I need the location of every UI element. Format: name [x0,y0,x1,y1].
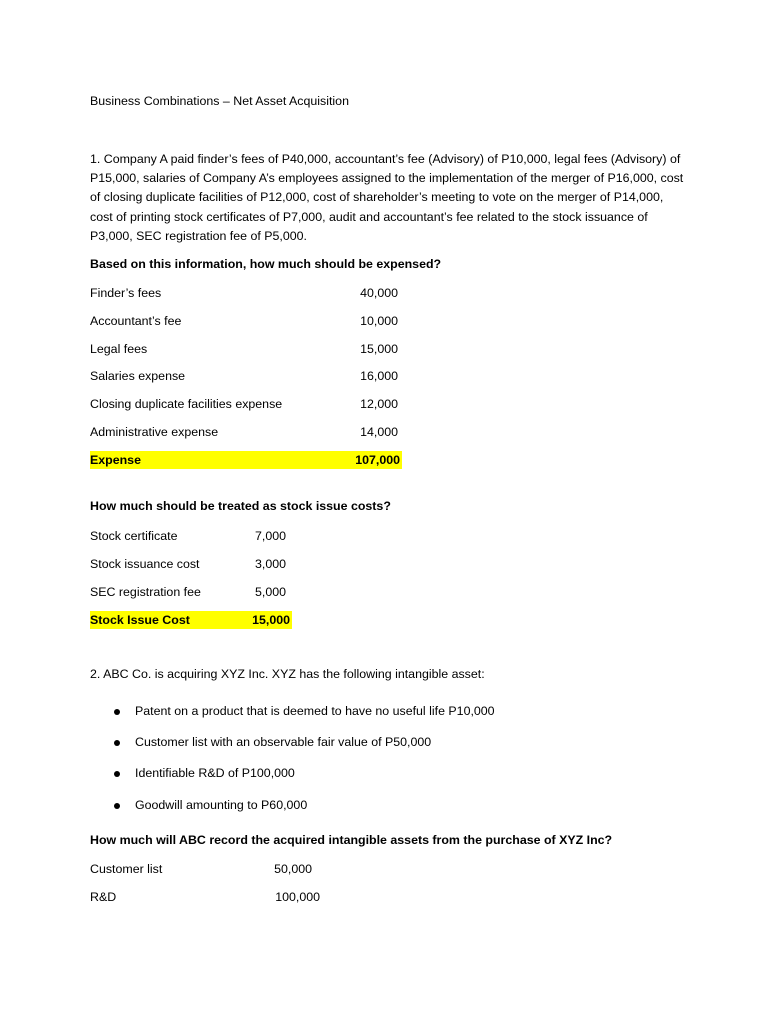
expense-question: Based on this information, how much should be expensed? [90,257,442,271]
expense-row [90,284,402,302]
intangible-row-label: Customer list [90,862,163,876]
intangible-question: How much will ABC record the acquired intangible assets from the purchase of XYZ Inc? [90,833,613,847]
intangible-row [90,888,320,906]
stock-total-label: Stock Issue Cost [90,613,190,627]
expense-row-value: 12,000 [360,397,398,411]
expense-row [90,395,402,413]
stock-row-value: 5,000 [254,585,286,599]
expense-row [90,340,402,358]
expense-row [90,367,402,385]
stock-row [90,555,292,573]
question-2-text: 2. ABC Co. is acquiring XYZ Inc. XYZ has the following intangible asset: [90,667,485,681]
expense-row-label: Administrative expense [90,425,219,439]
stock-row-value: 3,000 [254,557,286,571]
bullet-text: Customer list with an observable fair value of P50,000 [135,735,432,749]
stock-total-value: 15,000 [252,613,290,627]
document-title: Business Combinations – Net Asset Acquisition [90,94,349,108]
bullet-dot-icon [114,740,120,746]
expense-total-label: Expense [90,453,141,467]
intangible-row-value: 100,000 [275,890,320,904]
expense-row-value: 40,000 [360,286,398,300]
intangible-row-value: 50,000 [274,862,312,876]
bullet-text: Identifiable R&D of P100,000 [135,766,295,780]
bullet-dot-icon [114,803,120,809]
question-1-text: 1. Company A paid finder’s fees of P40,000, accountant’s fee (Advisory) of P10,000, legal fees (Advisory) of P15,000, salaries of Company A’s employees assigned to the implementation of the merger of P16,000, cost of closing duplicate facilities of P12,000, cost of shareholder’s meeting to vote on the merger of P14,000, cost of printing stock certificates of P7,000, audit and accountant’s fee related to the stock issuance of P3,000, SEC registration fee of P5,000. [90,152,684,243]
expense-row-label: Finder’s fees [90,286,162,300]
expense-row-value: 15,000 [360,342,398,356]
expense-row [90,312,402,330]
intangible-row-label: R&D [90,890,117,904]
bullet-text: Patent on a product that is deemed to have no useful life P10,000 [135,704,495,718]
stock-issue-question: How much should be treated as stock issue costs? [90,499,391,513]
expense-row-label: Salaries expense [90,369,186,383]
expense-row-label: Legal fees [90,342,148,356]
stock-row-value: 7,000 [254,529,286,543]
stock-row-label: Stock certificate [90,529,178,543]
stock-total-row [90,611,292,629]
expense-total-row [90,451,402,469]
expense-row-label: Closing duplicate facilities expense [90,397,283,411]
bullet-dot-icon [114,771,120,777]
bullet-text: Goodwill amounting to P60,000 [135,798,308,812]
expense-total-value: 107,000 [355,453,400,467]
stock-row-label: Stock issuance cost [90,557,200,571]
stock-row [90,527,292,545]
expense-row [90,423,402,441]
stock-row [90,583,292,601]
stock-row-label: SEC registration fee [90,585,201,599]
expense-row-value: 14,000 [360,425,398,439]
bullet-dot-icon [114,709,120,715]
intangible-row [90,860,320,878]
expense-row-value: 16,000 [360,369,398,383]
expense-row-label: Accountant’s fee [90,314,182,328]
expense-row-value: 10,000 [360,314,398,328]
